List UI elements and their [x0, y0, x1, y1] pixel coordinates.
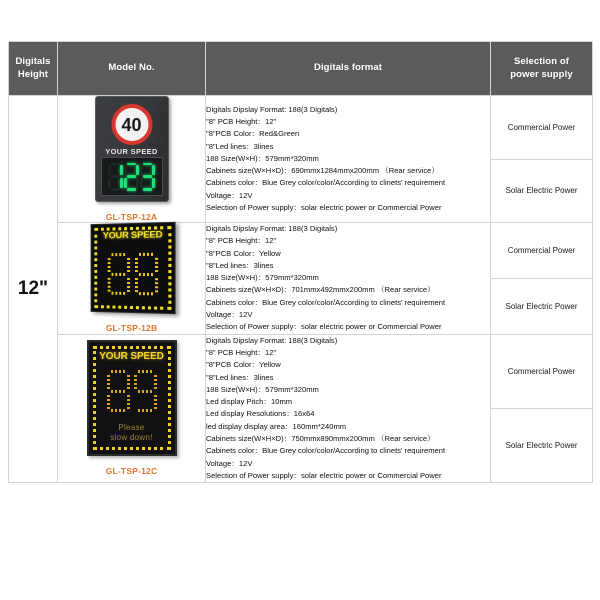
speed-limit-roundel-icon: 40 [111, 104, 152, 145]
sign-message [89, 423, 175, 443]
sign-message-line-1: Please [118, 423, 145, 433]
format-line: Cabinets color：Blue Grey color/color/According to clinets' requirement [206, 297, 446, 307]
format-line: Digitals Dipslay Format: 188(3 Digitals) [206, 104, 338, 114]
format-line: Led display Pitch：10mm [206, 397, 293, 407]
led-digit [140, 163, 155, 191]
format-line: "8"Led lines：3lines [206, 260, 274, 270]
format-line: Voltage：12V [206, 458, 253, 468]
led-digit [134, 253, 157, 296]
format-cell-b [206, 223, 491, 335]
power-option-commercial: Commercial Power [491, 223, 593, 279]
format-line: "8"PCB Color：Yellow [206, 248, 281, 258]
specification-table [8, 41, 593, 483]
column-header-model-no: Model No. [58, 42, 206, 96]
format-line: "8"PCB Color：Yellow [206, 360, 281, 370]
column-header-digitals-format: Digitals format [206, 42, 491, 96]
format-line: Cabinets size(W×H×D)：690mmx1284mmx200mm （Rear service） [206, 166, 439, 176]
header-line-1: Selection of [513, 55, 570, 67]
led-digit [108, 163, 123, 191]
format-line: 188 Size(W×H)：579mm*320mm [206, 384, 319, 394]
speed-sign-cabinet [95, 96, 169, 202]
model-number-label: GL-TSP-12C [105, 466, 158, 477]
your-speed-label: YOUR SPEED [105, 147, 158, 156]
format-line: "8" PCB Height：12" [206, 236, 277, 246]
header-line-1: Digitals [15, 55, 51, 67]
format-line: "8" PCB Height：12" [206, 116, 277, 126]
format-line: Cabinets color：Blue Grey color/color/According to clinets' requirement [206, 446, 446, 456]
led-digit [107, 253, 129, 295]
format-line: Digitals Dipslay Format: 188(3 Digitals) [206, 224, 338, 233]
led-digit [107, 370, 130, 412]
table-row [9, 96, 593, 160]
model-number-label: GL-TSP-12B [105, 323, 158, 334]
format-line: Selection of Power supply：solar electric power or Commercial Power [206, 322, 442, 332]
model-number-label: GL-TSP-12A [105, 212, 158, 222]
led-digit-panel [91, 245, 174, 305]
format-line: Voltage：12V [206, 190, 253, 200]
digitals-height-value: 12" [9, 96, 58, 483]
model-cell-c [58, 334, 206, 483]
format-line: Cabinets size(W×H×D)：750mmx890mmx200mm （Rear service） [206, 434, 435, 444]
sign-message-line-2: slow down! [110, 433, 153, 443]
model-cell-b [58, 223, 206, 335]
format-line: "8"Led lines：3lines [206, 372, 274, 382]
power-option-commercial: Commercial Power [491, 96, 593, 160]
table-header [9, 42, 593, 96]
led-digit [124, 163, 139, 191]
format-line: Selection of Power supply：solar electric power or Commercial Power [206, 470, 442, 480]
led-digit-panel [101, 157, 163, 196]
led-digit [134, 370, 157, 412]
table-body [9, 96, 593, 483]
table-row [9, 223, 593, 279]
format-line: 188 Size(W×H)：579mm*320mm [206, 153, 319, 163]
product-image-gl-tsp-12a [95, 96, 169, 202]
format-line: Selection of Power supply：solar electric power or Commercial Power [206, 203, 442, 213]
format-line: Digitals Dipslay Format: 188(3 Digitals) [206, 335, 338, 345]
power-option-solar: Solar Electric Power [491, 159, 593, 223]
product-image-gl-tsp-12b [89, 223, 175, 313]
your-speed-label: YOUR SPEED [99, 351, 164, 363]
your-speed-label: YOUR SPEED [102, 229, 162, 242]
header-line-2: power supply [510, 68, 573, 80]
power-option-solar: Solar Electric Power [491, 278, 593, 334]
speed-sign-panel [87, 340, 177, 456]
column-header-digitals-height [9, 42, 58, 96]
format-line: Cabinets color：Blue Grey color/color/According to clinets' requirement [206, 178, 446, 188]
format-line: Voltage：12V [206, 310, 253, 320]
power-option-solar: Solar Electric Power [491, 408, 593, 482]
led-digit-panel [89, 367, 175, 415]
speed-sign-panel [90, 222, 175, 314]
format-line: 188 Size(W×H)：579mm*320mm [206, 273, 319, 283]
format-cell-c [206, 334, 491, 483]
format-line: "8"Led lines：3lines [206, 141, 274, 151]
format-line: led display display area：160mm*240mm [206, 421, 347, 431]
format-line: Led display Resolutions：16x64 [206, 409, 315, 419]
table-row [9, 334, 593, 408]
power-option-commercial: Commercial Power [491, 334, 593, 408]
header-row [9, 42, 593, 96]
product-image-gl-tsp-12c [87, 340, 177, 456]
model-cell-a [58, 96, 206, 223]
format-cell-a [206, 96, 491, 223]
header-line-2: Height [17, 68, 49, 80]
format-line: "8"PCB Color：Red&Green [206, 129, 300, 139]
format-line: "8" PCB Height：12" [206, 347, 277, 357]
column-header-power-supply [491, 42, 593, 96]
format-line: Cabinets size(W×H×D)：701mmx492mmx200mm （Rear service） [206, 285, 435, 295]
